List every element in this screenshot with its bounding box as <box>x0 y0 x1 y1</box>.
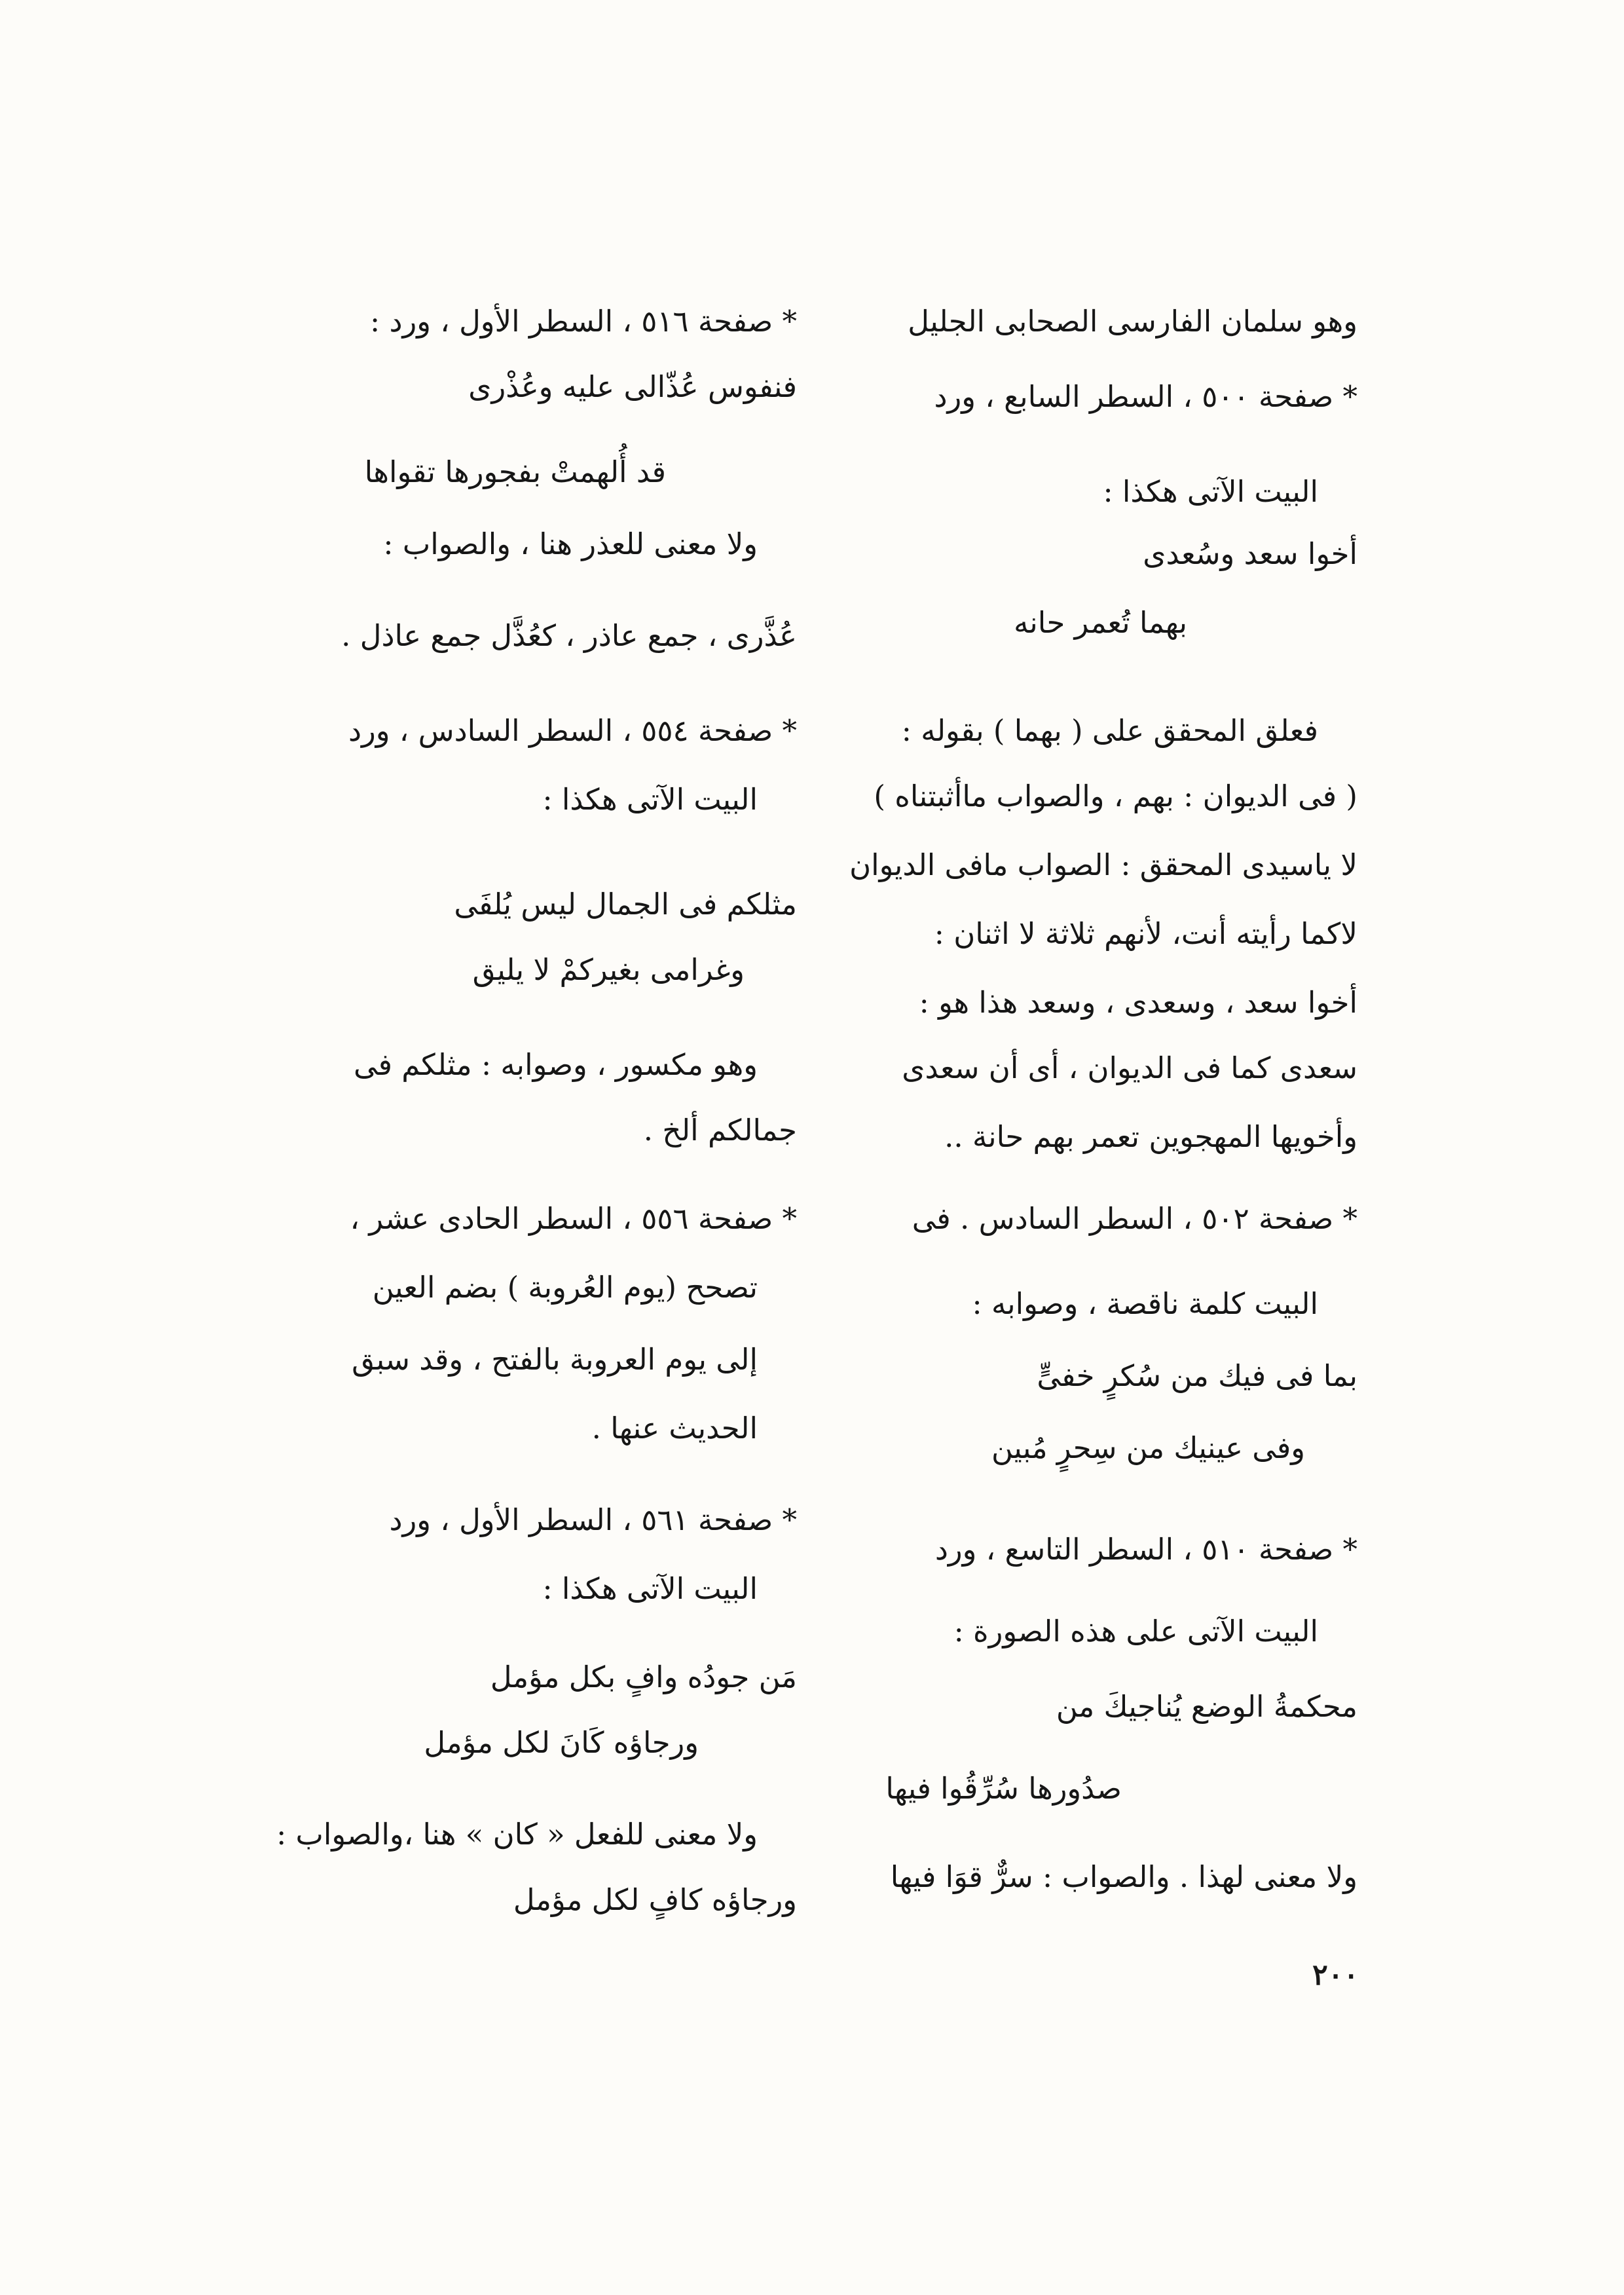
text-line: البيت الآتى هكذا : <box>542 1571 758 1606</box>
entry-heading: * صفحة ٥٠٠ ، السطر السابع ، ورد <box>934 379 1357 414</box>
text-line: البيت الآتى على هذه الصورة : <box>953 1614 1318 1649</box>
text-line: الحديث عنها . <box>591 1411 758 1446</box>
text-line: ولا معنى للعذر هنا ، والصواب : <box>383 527 758 561</box>
entry-heading: * صفحة ٥٥٤ ، السطر السادس ، ورد <box>348 713 797 748</box>
entry-heading: * صفحة ٥٥٦ ، السطر الحادى عشر ، <box>350 1201 797 1236</box>
text-line: ولا معنى لهذا . والصواب : سرٌّ قوَا فيها <box>890 1859 1357 1894</box>
text-line: البيت كلمة ناقصة ، وصوابه : <box>972 1286 1318 1321</box>
text-line: سعدى كما فى الديوان ، أى أن سعدى <box>902 1051 1357 1085</box>
text-line: لا ياسيدى المحقق : الصواب مافى الديوان <box>849 848 1357 882</box>
text-line: ولا معنى للفعل « كان » هنا ،والصواب : <box>276 1817 758 1852</box>
verse-line: أخوا سعد وسُعدى <box>1143 536 1357 571</box>
text-line: إلى يوم العروبة بالفتح ، وقد سبق <box>352 1342 758 1377</box>
entry-heading: * صفحة ٥١٦ ، السطر الأول ، ورد : <box>369 304 797 339</box>
text-line: أخوا سعد ، وسعدى ، وسعد هذا هو : <box>919 985 1357 1020</box>
verse-line: بهما تُعمر حانه <box>1014 605 1187 640</box>
text-line: لاكما رأيته أنت، لأنهم ثلاثة لا اثنان : <box>934 916 1357 951</box>
entry-heading: * صفحة ٥٠٢ ، السطر السادس . فى <box>912 1201 1357 1236</box>
text-line: ورجاؤه كافٍ لكل مؤمل <box>513 1882 797 1917</box>
text-line: البيت الآتى هكذا : <box>1103 474 1318 509</box>
page-number: ٢٠٠ <box>1312 1958 1359 1992</box>
verse-line: وغرامى بغيركمْ لا يليق <box>472 952 745 987</box>
text-line: وهو سلمان الفارسى الصحابى الجليل <box>908 304 1357 339</box>
text-line: وأخويها المهجوين تعمر بهم حانة .. <box>944 1119 1357 1154</box>
entry-heading: * صفحة ٥١٠ ، السطر التاسع ، ورد <box>934 1532 1357 1567</box>
verse-line: قد أُلهمتْ بفجورها تقواها <box>364 455 666 489</box>
verse-line: صدُورها سُرِّقُوا فيها <box>885 1771 1122 1806</box>
text-line: تصحح (يوم العُروبة ) بضم العين <box>372 1270 758 1305</box>
text-line: عُذَّرى ، جمع عاذر ، كعُذَّل جمع عاذل . <box>341 618 797 653</box>
verse-line: مثلكم فى الجمال ليس يُلفَى <box>454 887 797 922</box>
text-line: ( فى الديوان : بهم ، والصواب ماأثبتناه ) <box>874 779 1357 813</box>
verse-line: وفى عينيك من سِحرٍ مُبين <box>991 1430 1305 1465</box>
verse-line: مَن جودُه وافٍ بكل مؤمل <box>490 1660 797 1694</box>
verse-line: بما فى فيك من سُكرٍ خفىٍّ <box>1037 1358 1357 1393</box>
text-line: البيت الآتى هكذا : <box>542 782 758 817</box>
verse-line: فنفوس عُذّالى عليه وعُذْرى <box>468 369 797 404</box>
verse-line: محكمةُ الوضع يُناجيكَ من <box>1056 1689 1357 1724</box>
entry-heading: * صفحة ٥٦١ ، السطر الأول ، ورد <box>389 1502 797 1537</box>
text-line: وهو مكسور ، وصوابه : مثلكم فى <box>353 1047 758 1082</box>
text-line: جمالكم ألخ . <box>643 1113 797 1148</box>
verse-line: ورجاؤه كَانَ لكل مؤمل <box>424 1725 699 1760</box>
text-line: فعلق المحقق على ( بهما ) بقوله : <box>901 713 1318 748</box>
